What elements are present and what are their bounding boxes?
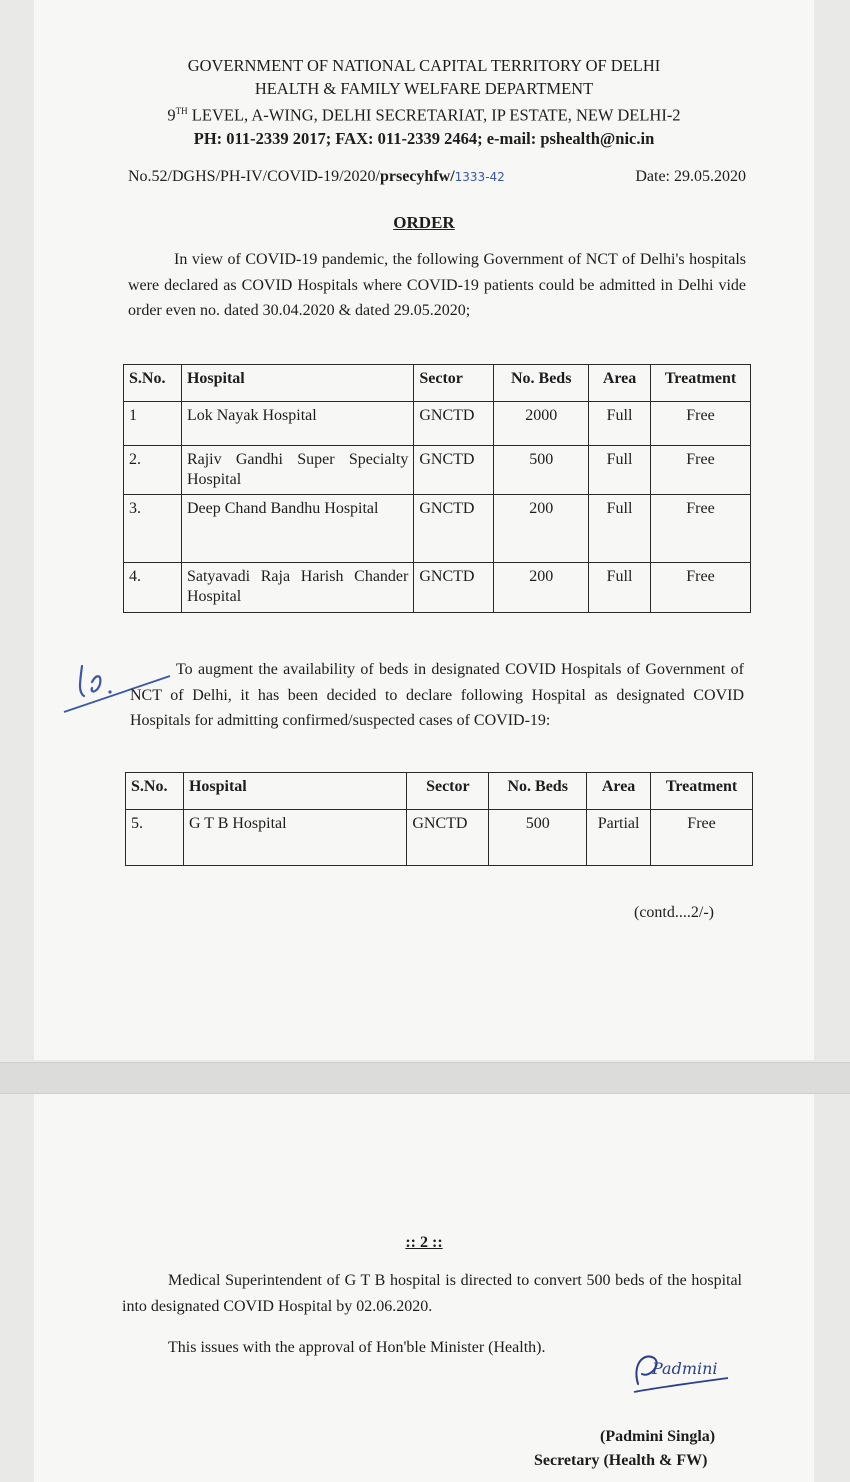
paragraph-declared-hospitals: In view of COVID-19 pandemic, the following Government of NCT of Delhi's hospitals were declared as COVID Hospitals where COVID-19 patients could be admitted in Delhi vide order even no. dated 30.04.2020 & dated 29.05.2020; (128, 251, 746, 319)
signature-image (624, 1344, 734, 1404)
reference-date: Date: 29.05.2020 (635, 168, 746, 185)
cell-sector: GNCTD (414, 495, 494, 563)
letterhead-contact: PH: 011-2339 2017; FAX: 011-2339 2464; e-mail: pshealth@nic.in (193, 128, 655, 148)
cell-sno: 3. (124, 495, 182, 563)
paragraph-augment-beds: To augment the availability of beds in designated COVID Hospitals of Government of NCT of Delhi, it has been decided to declare following Hospital as designated COVID Hospitals for admitting confirmed/suspected cases of COVID-19: (130, 661, 744, 729)
document-page-2 (34, 1094, 814, 1482)
col-beds: No. Beds (494, 365, 589, 402)
continued-note: (contd....2/-) (634, 904, 714, 921)
table-new-covid-hospital (125, 772, 753, 866)
cell-beds: 500 (489, 810, 587, 866)
cell-sno: 1 (124, 402, 182, 446)
col-beds: No. Beds (489, 773, 587, 810)
page-number-mark: :: 2 :: (405, 1234, 443, 1251)
cell-treatment: Free (651, 495, 751, 563)
table-header-row (124, 365, 751, 402)
svg-text:Padmini: Padmini (652, 1359, 718, 1378)
cell-sno: 5. (126, 810, 184, 866)
cell-sector: GNCTD (414, 563, 494, 613)
paragraph-approval: This issues with the approval of Hon'ble Minister (Health). (168, 1339, 546, 1356)
order-title: ORDER (393, 213, 455, 232)
cell-treatment: Free (651, 563, 751, 613)
cell-sector: GNCTD (414, 446, 494, 495)
cell-beds: 200 (494, 495, 589, 563)
cell-treatment: Free (651, 402, 751, 446)
table-row (124, 563, 751, 613)
col-sector: Sector (414, 365, 494, 402)
col-sector: Sector (407, 773, 489, 810)
col-treatment: Treatment (651, 365, 751, 402)
cell-sector: GNCTD (414, 402, 494, 446)
cell-area: Full (589, 495, 651, 563)
col-hospital: Hospital (183, 773, 406, 810)
reference-number: No.52/DGHS/PH-IV/COVID-19/2020/prsecyhfw/1333-42 (128, 168, 505, 185)
cell-hospital: G T B Hospital (183, 810, 406, 866)
letterhead (34, 54, 814, 150)
table-existing-covid-hospitals (123, 364, 751, 613)
cell-hospital: Rajiv Gandhi Super Specialty Hospital (181, 446, 413, 495)
cell-sno: 4. (124, 563, 182, 613)
col-treatment: Treatment (651, 773, 753, 810)
cell-hospital: Satyavadi Raja Harish Chander Hospital (181, 563, 413, 613)
cell-treatment: Free (651, 810, 753, 866)
cell-hospital: Deep Chand Bandhu Hospital (181, 495, 413, 563)
cell-treatment: Free (651, 446, 751, 495)
cell-sector: GNCTD (407, 810, 489, 866)
cell-area: Full (589, 446, 651, 495)
col-sno: S.No. (124, 365, 182, 402)
table-row (124, 495, 751, 563)
col-area: Area (589, 365, 651, 402)
document-page-1 (34, 0, 814, 1060)
col-area: Area (587, 773, 651, 810)
signatory-name: (Padmini Singla) (600, 1428, 716, 1445)
letterhead-government: GOVERNMENT OF NATIONAL CAPITAL TERRITORY OF DELHI (187, 56, 661, 75)
signatory-title: Secretary (Health & FW) (534, 1452, 708, 1469)
cell-beds: 2000 (494, 402, 589, 446)
cell-sno: 2. (124, 446, 182, 495)
table-row (126, 810, 753, 866)
table-header-row (126, 773, 753, 810)
cell-hospital: Lok Nayak Hospital (181, 402, 413, 446)
col-hospital: Hospital (181, 365, 413, 402)
table-row (124, 402, 751, 446)
letterhead-address: 9TH LEVEL, A-WING, DELHI SECRETARIAT, IP ESTATE, NEW DELHI-2 (167, 105, 681, 125)
reference-line (128, 168, 746, 186)
table-row (124, 446, 751, 495)
cell-area: Full (589, 402, 651, 446)
cell-beds: 200 (494, 563, 589, 613)
col-sno: S.No. (126, 773, 184, 810)
letterhead-department: HEALTH & FAMILY WELFARE DEPARTMENT (254, 79, 594, 98)
page-separator (0, 1062, 850, 1094)
paragraph-gtb-directive: Medical Superintendent of G T B hospital is directed to convert 500 beds of the hospital into designated COVID Hospital by 02.06.2020. (122, 1272, 742, 1315)
cell-beds: 500 (494, 446, 589, 495)
cell-area: Partial (587, 810, 651, 866)
handwritten-dispatch-number: 1333-42 (454, 170, 505, 184)
cell-area: Full (589, 563, 651, 613)
